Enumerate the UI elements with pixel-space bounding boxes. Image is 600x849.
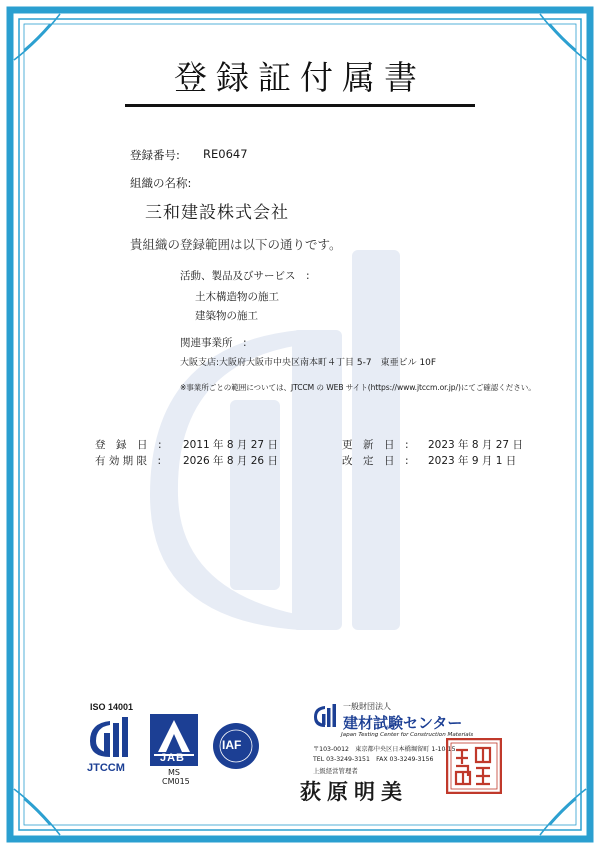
jtccm-label: JTCCM xyxy=(87,762,125,774)
organization-name: 三和建設株式会社 xyxy=(145,203,289,223)
jab-label: JAB xyxy=(160,752,186,764)
revision-date-label: 改 定 日 : xyxy=(342,455,409,467)
activities-label: 活動、製品及びサービス : xyxy=(180,270,310,282)
org-name: 建材試験センター xyxy=(343,714,463,732)
registration-number: RE0647 xyxy=(203,147,248,161)
expiry-date: 2026 年 8 月 26 日 xyxy=(183,455,278,467)
org-name-en: Japan Testing Center for Construction Materials xyxy=(341,732,474,738)
org-tel-fax: TEL 03-3249-3151 FAX 03-3249-3156 xyxy=(313,756,434,763)
activity-item-1: 土木構造物の施工 xyxy=(195,291,279,303)
organization-label: 組織の名称: xyxy=(130,176,192,190)
org-address: 〒103-0012 東京都中央区日本橋堀留町 1-10-15 xyxy=(313,746,456,753)
org-prefix: 一般財団法人 xyxy=(343,702,391,711)
registration-date-label: 登 録 日 : xyxy=(95,439,162,451)
signature: 荻原明美 xyxy=(300,779,408,804)
registration-number-label: 登録番号: xyxy=(130,148,180,162)
renewal-date-label: 更 新 日 : xyxy=(342,439,409,451)
official-seal-icon xyxy=(446,738,502,794)
signer-title: 上級経営管理者 xyxy=(313,767,358,775)
related-office: 大阪支店:大阪府大阪市中央区南本町４丁目 5-7 東亜ビル 10F xyxy=(180,358,437,368)
org-logo-icon xyxy=(313,703,339,729)
activity-item-2: 建築物の施工 xyxy=(195,310,258,322)
scope-intro: 貴組織の登録範囲は以下の通りです。 xyxy=(130,237,342,252)
jtccm-logo-icon xyxy=(88,715,136,759)
expiry-date-label: 有 効 期 限 : xyxy=(95,455,162,467)
website-note: ※事業所ごとの範囲については、JTCCM の WEB サイト(https://www.jtccm.or.jp/)にてご確認ください。 xyxy=(180,383,536,392)
ms-label: MS xyxy=(168,768,180,777)
title-underline xyxy=(125,104,475,107)
revision-date: 2023 年 9 月 1 日 xyxy=(428,455,517,467)
iso-label: ISO 14001 xyxy=(90,702,134,712)
certificate-title: 登録証付属書 xyxy=(174,58,426,97)
related-offices-label: 関連事業所 : xyxy=(180,337,247,349)
renewal-date: 2023 年 8 月 27 日 xyxy=(428,439,523,451)
iaf-label: IAF xyxy=(222,738,242,752)
registration-date: 2011 年 8 月 27 日 xyxy=(183,439,278,451)
ms-code: CM015 xyxy=(162,777,190,786)
